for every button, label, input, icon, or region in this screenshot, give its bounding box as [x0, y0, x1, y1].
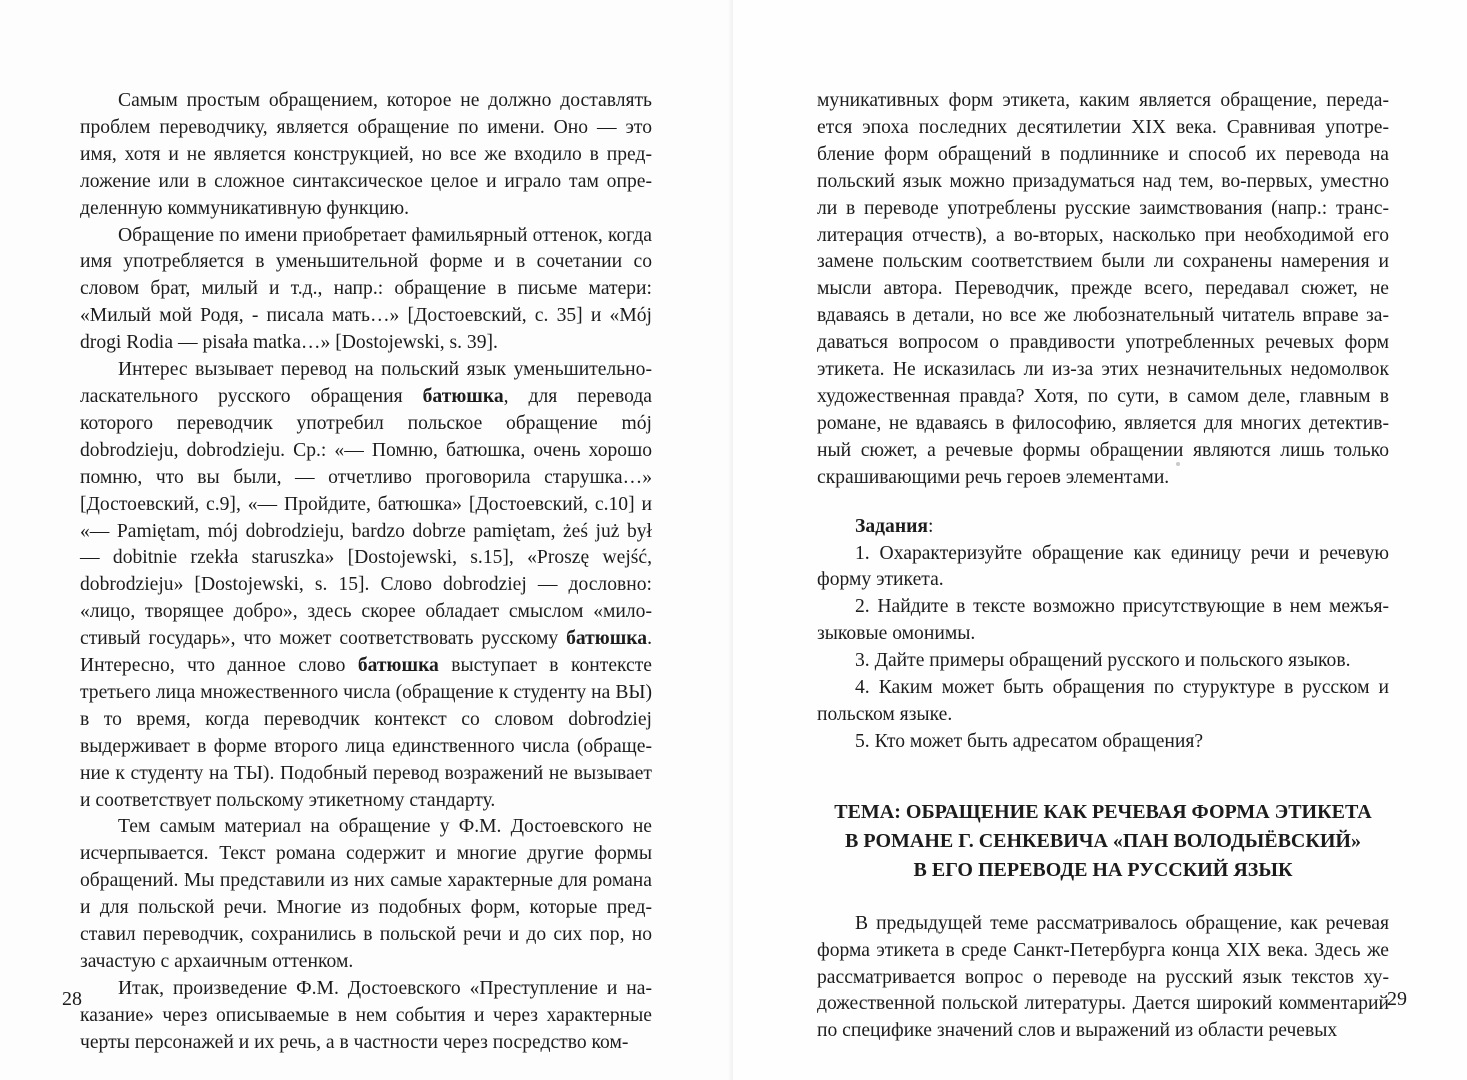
- right-page: [733, 0, 1467, 1080]
- right-paragraph-1: муникативных форм этикета, каким является обращение, передается эпоха последних десятилетии XIX века. Сравнивая употребление форм обращений в подлиннике и способ их перевода на польский язык можно призадуматься над тем, во-первых, уместно ли в переводе употреблены русские заимствования (напр.: транслитерация отчеств), а во-вторых, насколько при необходимой его замене польским соответствием были ли сохранены намерения и мысли автора. Переводчик, прежде всего, передавал сюжет, не вдаваясь в детали, но все же любознательный читатель вправе задаваться вопросом о правдивости употребленных речевых форм этикета. Не исказилась ли из-за этих незначительных недомолвок художественная правда? Хотя, по сути, в самом деле, главным в романе, не вдаваясь в философию, является для многих детективный сюжет, а речевые формы обращении являются лишь только скрашивающими речь героев элементами.: [817, 90, 1389, 488]
- tasks-heading-text: Задания: [855, 515, 929, 537]
- bold-term-batyushka: батюшка: [422, 385, 504, 407]
- topic-heading: [817, 798, 1389, 885]
- p3-text-a: Интерес вызывает перевод на польский язык уменьшительно-ласкательного русского обращения: [80, 359, 652, 407]
- page-number-left: 28: [62, 988, 82, 1010]
- right-text-column: [817, 88, 1389, 1045]
- page-number-right: 29: [1387, 988, 1407, 1010]
- right-paragraph-2: В предыдущей теме рассматривалось обращение, как речевая форма этикета в среде Санкт-Петербурга конца XIX века. Здесь же рассматривается вопрос о переводе на русский язык текстов художественной польской литературы. Дается широкий комментарий по специфике значений слов и выражений из области речевых: [817, 912, 1389, 1042]
- task-item: 3. Дайте примеры обращений русского и польского языков.: [855, 650, 1351, 672]
- topic-heading-line: В ЕГО ПЕРЕВОДЕ НА РУССКИЙ ЯЗЫК: [913, 858, 1293, 881]
- p3-text-c: , для перевода которого переводчик употребил польское обращение mój dobrodzieju, dobrodzieju. Ср.: «— Помню, батюшка, очень хорошо помню, что вы были, — отчетливо проговорила старушка…» [Достоевский, с.9], «— Пройдите, батюшка» [Достоевский, с.10] и «— Pamiętam, mój dobrodzieju, bardzo dobrze pamiętam, żeś już był — dobitnie rzekła staruszka» [Dostojewski, s.15], «Proszę wejść, dobrodzieju» [Dostojewski, s. 15]. Слово dobrodziej — дословно: «лицо, творящее добро», здесь скорее обладает смыслом «милостивый государь», что может соответствовать русскому: [80, 385, 652, 650]
- task-item: 1. Охарактеризуйте обращение как единицу речи и речевую форму этикета.: [817, 542, 1389, 591]
- bold-term-batyushka: батюшка: [566, 628, 648, 650]
- left-paragraph-5: Итак, произведение Ф.М. Достоевского «Преступление и наказание» через описываемые в нем события и через характерные черты персонажей и их речь, а в частности через посредство ком-: [80, 977, 652, 1053]
- paper-speck: [1176, 462, 1180, 466]
- topic-heading-line: ТЕМА: ОБРАЩЕНИЕ КАК РЕЧЕВАЯ ФОРМА ЭТИКЕТА: [834, 800, 1372, 823]
- bold-term-batyushka: батюшка: [357, 655, 439, 677]
- tasks-heading-colon: :: [928, 515, 934, 537]
- task-item: 2. Найдите в тексте возможно присутствующие в нем межъязыковые омонимы.: [817, 596, 1389, 645]
- left-paragraph-1: Самым простым обращением, которое не должно доставлять проблем переводчику, является обращение по имени. Оно — это имя, хотя и не является конструкцией, но все же входило в предложение или в сложное синтаксическое целое и играло там определенную коммуникативную функцию.: [80, 90, 652, 219]
- p3-text-d: . Интересно, что данное слово: [80, 628, 652, 677]
- p3-text-e: выступает в контексте третьего лица множественного числа (обращение к студенту на ВЫ) в то время, когда переводчик контекст со словом dobrodziej выдерживает в форме второго лица единственного числа (обращение к студенту на ТЫ). Подобный перевод возражений не вызывает и соответствует польскому этикетному стандарту.: [80, 655, 653, 811]
- left-page: [0, 0, 733, 1080]
- left-paragraph-3: [80, 357, 652, 814]
- left-paragraph-2: Обращение по имени приобретает фамильярный оттенок, когда имя употребляется в уменьшительной форме и в сочетании со словом брат, милый и т.д., напр.: обращение в письме матери: «Милый мой Родя, - писала мать…» [Достоевский, с. 35] и «Mój drogi Rodia — pisała matka…» [Dostojewski, s. 39].: [80, 224, 652, 354]
- tasks-block: [817, 514, 1389, 756]
- left-paragraph-4: Тем самым материал на обращение у Ф.М. Достоевского не исчерпывается. Текст романа содержит и многие другие формы обращений. Мы представили из них самые характерные для романа и для польской речи. Многие из подобных форм, которые представил переводчик, сохранились в польской речи и до сих пор, но зачастую с архаичным оттенком.: [80, 816, 652, 972]
- topic-heading-line: В РОМАНЕ Г. СЕНКЕВИЧА «ПАН ВОЛОДЫЁВСКИЙ»: [845, 829, 1361, 852]
- left-text-column: [80, 88, 652, 1057]
- tasks-heading: [817, 514, 1389, 541]
- task-item: 4. Каким может быть обращения по стуруктуре в русском и польском языке.: [817, 677, 1389, 725]
- task-item: 5. Кто может быть адресатом обращения?: [855, 730, 1204, 752]
